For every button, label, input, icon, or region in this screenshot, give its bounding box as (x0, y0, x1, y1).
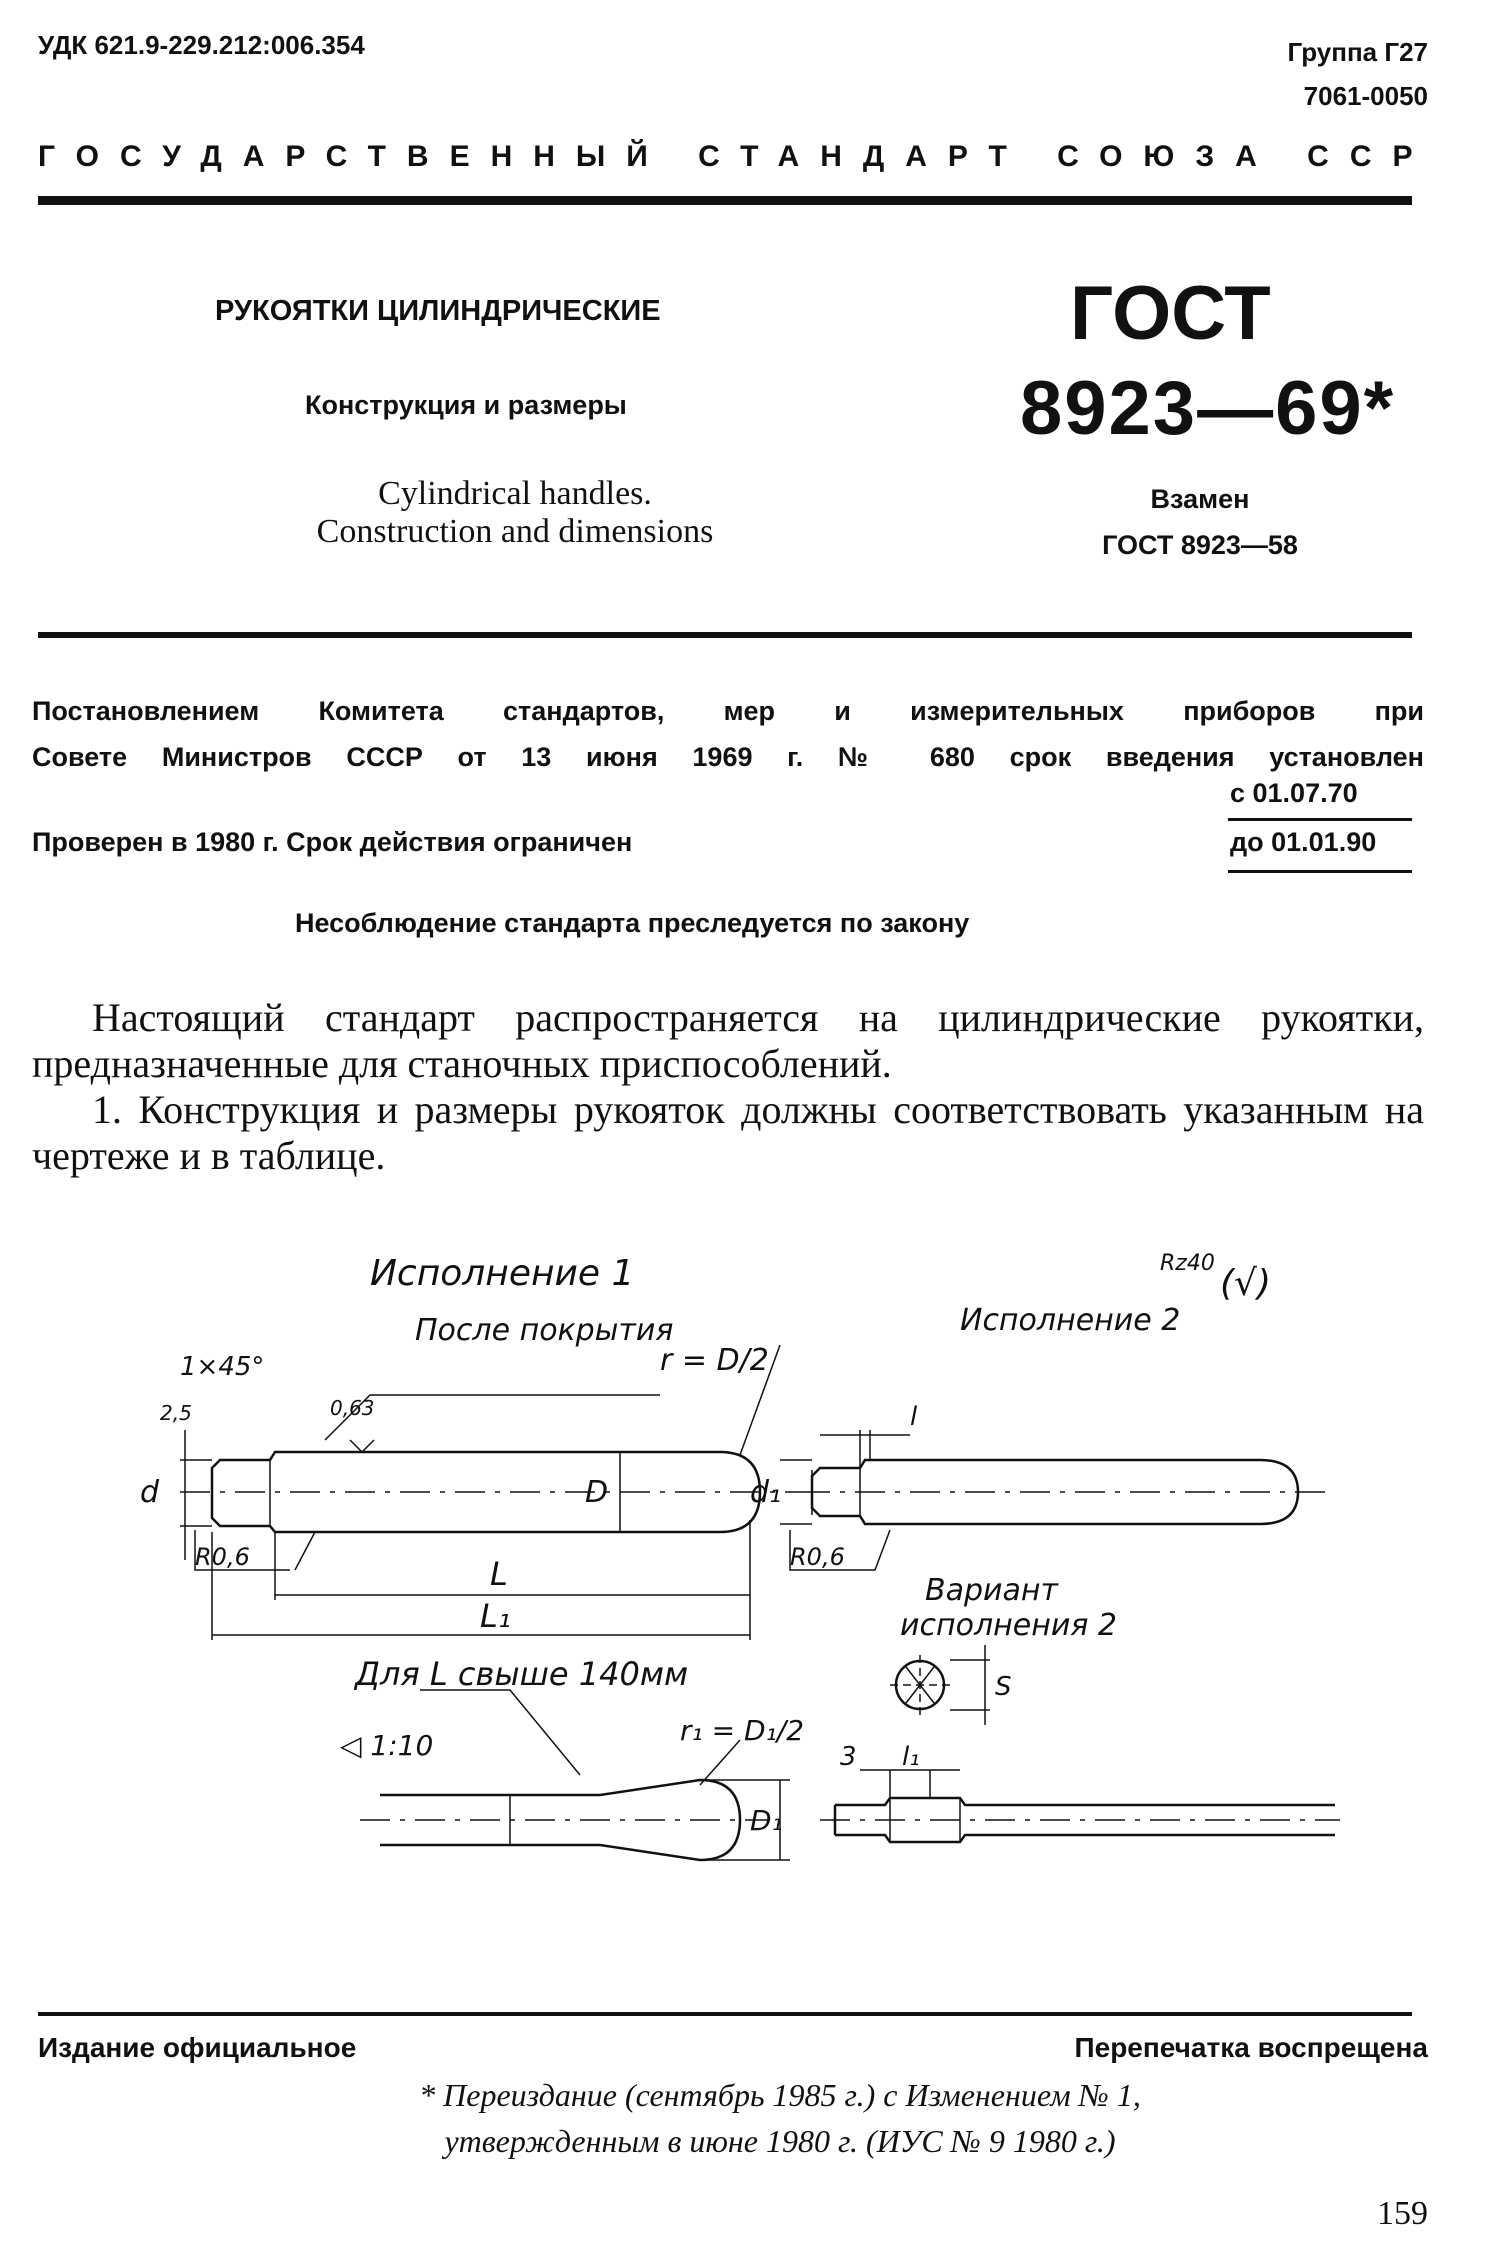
dim-D-label: D (585, 1475, 609, 1510)
roughness-063-label: 0,63 (330, 1396, 375, 1420)
variant-alt-line2: исполнения 2 (900, 1608, 1117, 1643)
title-rule (38, 632, 1412, 638)
dim-3-label: 3 (840, 1742, 857, 1772)
classification-code: 7061-0050 (1303, 81, 1428, 111)
reissue-line2: утвержденным в июне 1980 г. (ИУС № 9 1980 г.) (444, 2123, 1116, 2159)
technical-drawing (100, 1230, 1360, 2000)
gost-label: ГОСТ (1070, 271, 1271, 356)
handle-variant-2 (780, 1430, 1325, 1570)
edition-label: Издание официальное (38, 2032, 357, 2063)
chamfer-label: 1×45° (180, 1352, 265, 1382)
valid-until: до 01.01.90 (1230, 827, 1377, 857)
dim-d-label: d (140, 1475, 160, 1510)
dim-S-label: S (995, 1672, 1012, 1702)
decree-line2: Совете Министров СССР от 13 июня 1969 г. № 680 срок введения установлен (32, 742, 1424, 772)
handle-variant-1 (180, 1345, 800, 1640)
subtitle-ru: Конструкция и размеры (305, 390, 627, 420)
roughness-paren-label: (√) (1220, 1263, 1272, 1304)
reprint-label: Перепечатка воспрещена (1074, 2032, 1428, 2063)
taper-label: ◁ 1:10 (340, 1729, 434, 1762)
page-number: 159 (1377, 2195, 1428, 2232)
body-text (32, 995, 1424, 1179)
reissue-line1: * Переиздание (сентябрь 1985 г.) с Изменением № 1, (419, 2077, 1141, 2113)
group-label: Группа Г27 (1287, 37, 1428, 67)
radius-label: r = D/2 (660, 1343, 769, 1378)
intro-date: с 01.07.70 (1230, 778, 1358, 808)
replaces-block (1080, 476, 1320, 568)
radius-1-label: r₁ = D₁/2 (680, 1714, 805, 1747)
roughness-25-label: 2,5 (160, 1401, 192, 1425)
intro-date-rule (1228, 818, 1412, 821)
replaces-value: ГОСТ 8923—58 (1102, 530, 1298, 560)
checked-text: Проверен в 1980 г. Срок действия ограничен (32, 827, 633, 857)
fillet-2-label: R0,6 (790, 1543, 845, 1571)
dim-L-label: L (490, 1555, 508, 1593)
group-code (1288, 30, 1429, 118)
footer-rule (38, 2012, 1412, 2016)
variant-2-label: Исполнение 2 (960, 1303, 1181, 1338)
valid-until-rule (1228, 870, 1412, 873)
udk-code: УДК 621.9-229.212:006.354 (38, 30, 365, 60)
dim-l-label: l (910, 1402, 918, 1432)
variant-1-label: Исполнение 1 (370, 1253, 635, 1294)
title-en-line1: Cylindrical handles. (378, 475, 652, 512)
dim-d1-label: d₁ (750, 1475, 782, 1510)
reissue-note (300, 2072, 1260, 2164)
title-en (255, 475, 775, 551)
dim-D1-label: D₁ (750, 1804, 783, 1837)
replaces-label: Взамен (1150, 484, 1250, 514)
after-coating-label: После покрытия (415, 1313, 674, 1348)
body-paragraph-2: 1. Конструкция и размеры рукояток должны соответствовать указанным на чертеже и в таблице. (32, 1087, 1424, 1178)
law-notice: Несоблюдение стандарта преследуется по закону (295, 908, 970, 938)
gost-number: 8923—69* (1020, 366, 1396, 451)
decree-text (32, 688, 1424, 780)
fillet-label: R0,6 (195, 1543, 250, 1571)
title-en-line2: Construction and dimensions (316, 513, 714, 550)
variant-alt-line1: Вариант (925, 1573, 1058, 1608)
roughness-rz-label: Rz40 (1160, 1251, 1215, 1276)
body-paragraph-1: Настоящий стандарт распространяется на цилиндрические рукоятки, предназначенные для станочных приспособлений. (32, 995, 1424, 1086)
dim-l1-label: l₁ (902, 1742, 920, 1772)
header-rule (38, 196, 1412, 205)
title-ru: РУКОЯТКИ ЦИЛИНДРИЧЕСКИЕ (215, 295, 661, 327)
handle-variant-2-alt (820, 1645, 1340, 1842)
dim-L1-label: L₁ (480, 1597, 511, 1635)
state-standard-banner: ГОСУДАРСТВЕННЫЙ СТАНДАРТ СОЮЗА ССР (38, 140, 1434, 173)
decree-line1: Постановлением Комитета стандартов, мер и измерительных приборов при (32, 696, 1424, 726)
long-note-label: Для L свыше 140мм (355, 1655, 689, 1693)
